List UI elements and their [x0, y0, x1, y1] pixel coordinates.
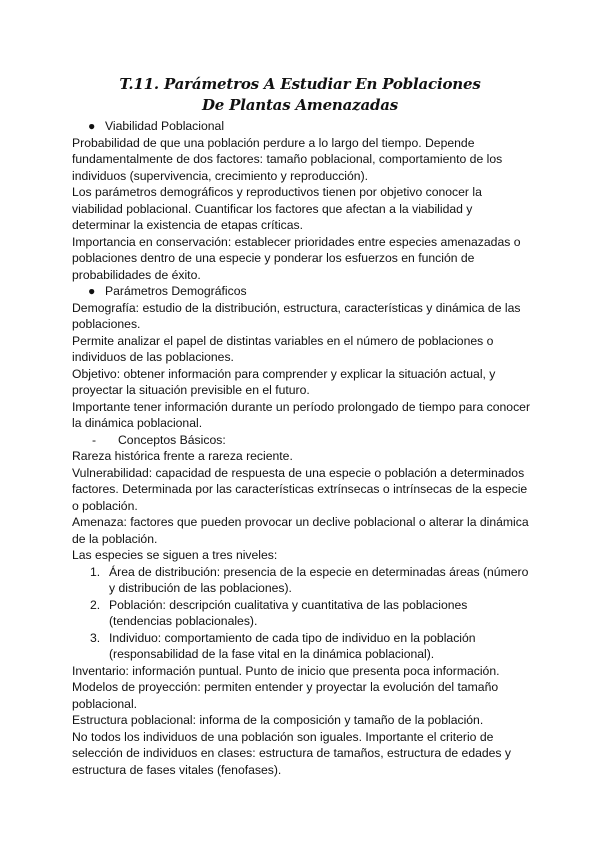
list-item-text: Población: descripción cualitativa y cuantitativa de las poblaciones (tendencias poblacionales).: [109, 597, 468, 628]
paragraph: Los parámetros demográficos y reproductivos tienen por objetivo conocer la viabilidad poblacional. Cuantificar los factores que afectan a la viabilidad y determinar la existencia de etapas críticas.: [72, 185, 482, 232]
paragraph: No todos los individuos de una población son iguales. Importante el criterio de selección de individuos en clases: estructura de tamaños, estructura de edades y estructura de fases vitales (fenofases).: [72, 729, 511, 777]
paragraph: Importancia en conservación: establecer prioridades entre especies amenazadas o poblaciones dentro de una especie y ponderar los esfuerzos en función de probabilidades de éxito.: [72, 234, 521, 282]
dash-icon: -: [92, 432, 97, 447]
bullet-heading-demograficos: [72, 283, 532, 300]
paragraph: Estructura poblacional: informa de la composición y tamaño de la población.: [72, 713, 484, 727]
paragraph: Rareza histórica frente a rareza reciente.: [72, 449, 293, 463]
paragraph: Inventario: información puntual. Punto de inicio que presenta poca información.: [72, 663, 500, 678]
paragraph: Modelos de proyección: permiten entender y proyectar la evolución del tamaño poblacional.: [72, 680, 499, 711]
bullet-icon: ●: [88, 284, 96, 298]
document-body: [72, 118, 532, 778]
dash-heading-conceptos: [72, 432, 532, 449]
list-number: 1.: [90, 564, 101, 579]
bullet-heading-viabilidad: [72, 118, 532, 135]
bullet-icon: ●: [88, 119, 96, 133]
list-item: [72, 630, 532, 663]
list-item: [72, 597, 532, 630]
paragraph: Vulnerabilidad: capacidad de respuesta de una especie o población a determinados factores. Determinada por las características extrínsecas o intrínsecas de la especie o población.: [72, 465, 528, 513]
heading-text: Conceptos Básicos:: [118, 432, 226, 447]
paragraph: Demografía: estudio de la distribución, estructura, características y dinámica de las poblaciones.: [72, 300, 521, 331]
list-number: 3.: [90, 630, 101, 645]
heading-text: Viabilidad Poblacional: [105, 119, 225, 133]
list-item-text: Individuo: comportamiento de cada tipo de individuo en la población (responsabilidad de la fase vital en la dinámica poblacional).: [109, 630, 476, 661]
paragraph: Permite analizar el papel de distintas variables en el número de poblaciones o individuos de las poblaciones.: [72, 333, 494, 364]
paragraph: Las especies se siguen a tres niveles:: [72, 548, 278, 562]
list-item: [72, 564, 532, 597]
paragraph: Objetivo: obtener información para comprender y explicar la situación actual, y proyectar la situación previsible en el futuro.: [72, 366, 496, 397]
heading-text: Parámetros Demográficos: [105, 284, 247, 298]
list-item-text: Área de distribución: presencia de la especie en determinadas áreas (número y distribución de las poblaciones).: [109, 564, 529, 595]
document-title-line-2: De Plantas Amenazadas: [201, 96, 399, 114]
levels-list: [72, 564, 532, 663]
paragraph: Importante tener información durante un período prolongado de tiempo para conocer la dinámica poblacional.: [72, 399, 531, 430]
list-number: 2.: [90, 597, 101, 612]
paragraph: Probabilidad de que una población perdure a lo largo del tiempo. Depende fundamentalmente de dos factores: tamaño poblacional, comportamiento de los individuos (supervivencia, crecimiento y reproducción).: [72, 135, 503, 183]
document-title-line-1: T.11. Parámetros A Estudiar En Poblaciones: [119, 75, 481, 93]
paragraph: Amenaza: factores que pueden provocar un declive poblacional o alterar la dinámica de la población.: [72, 515, 529, 546]
